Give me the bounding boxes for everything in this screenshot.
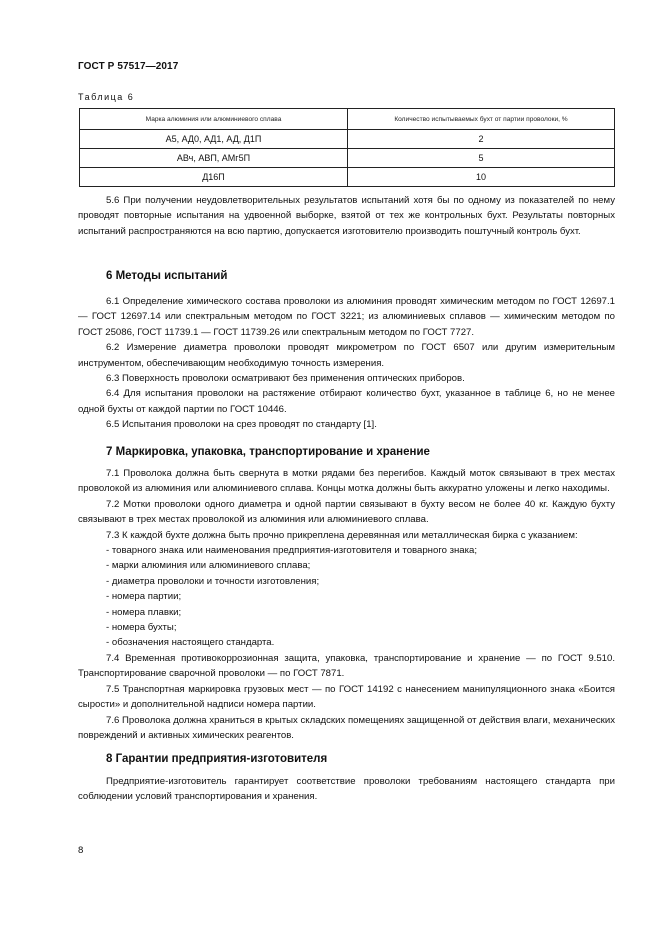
paragraph-block-5-6	[78, 193, 615, 239]
section-8-title: 8 Гарантии предприятия-изготовителя	[106, 753, 328, 765]
table-cell: Д16П	[80, 168, 348, 187]
page-number: 8	[78, 845, 84, 856]
section-6-body	[78, 294, 615, 433]
standard-header: ГОСТ Р 57517—2017	[78, 61, 179, 72]
table-cell: А5, АД0, АД1, АД, Д1П	[80, 130, 348, 149]
list-item: - обозначения настоящего стандарта.	[106, 637, 275, 649]
list-item: - диаметра проволоки и точности изготовления;	[106, 575, 320, 587]
paragraph-6-1: 6.1 Определение химического состава проволоки из алюминия проводят химическим методом по ГОСТ 12697.1 — ГОСТ 12697.14 или спектральным методом по ГОСТ 3221; из алюминиевых сплавов — химическим методом по ГОСТ 25086, ГОСТ 11739.1 — ГОСТ 11739.26 или спектральным методом по ГОСТ 7727.	[78, 296, 615, 338]
table-caption: Таблица 6	[78, 92, 135, 102]
paragraph-7-4: 7.4 Временная противокоррозионная защита, упаковка, транспортирование и хранение — по ГОСТ 9.510. Транспортирование сварочной проволоки — по ГОСТ 7871.	[78, 652, 615, 680]
paragraph-6-5: 6.5 Испытания проволоки на срез проводят по стандарту [1].	[106, 419, 377, 431]
column-header: Количество испытываемых бухт от партии проволоки, %	[348, 109, 615, 130]
table-cell: 2	[348, 130, 615, 149]
list-item: - номера партии;	[106, 591, 182, 603]
section-6-title: 6 Методы испытаний	[106, 270, 228, 282]
paragraph-7-2: 7.2 Мотки проволоки одного диаметра и одной партии связывают в бухту весом не более 40 кг. Каждую бухту связывают в трех местах проволокой из алюминия или алюминиевого сплава.	[78, 498, 615, 526]
paragraph-6-3: 6.3 Поверхность проволоки осматривают без применения оптических приборов.	[106, 373, 465, 385]
paragraph-5-6: 5.6 При получении неудовлетворительных результатов испытаний хотя бы по одному из показателей по нему проводят повторные испытания на удвоенной выборке, взятой от тех же контрольных бухт. Результаты повторных испытаний распространяются на всю партию, допускается изготовителю производить поштучный контроль бухт.	[78, 195, 615, 237]
table-6	[79, 108, 615, 187]
paragraph-7-6: 7.6 Проволока должна храниться в крытых складских помещениях защищенной от действия влаги, механических повреждений и активных химических реагентов.	[78, 714, 615, 741]
paragraph-7-3: 7.3 К каждой бухте должна быть прочно прикреплена деревянная или металлическая бирка с указанием:	[106, 529, 578, 541]
section-8-body	[78, 774, 615, 805]
paragraph-7-5: 7.5 Транспортная маркировка грузовых мест — по ГОСТ 14192 с нанесением манипуляционного знака «Боится сырости» и дополнительной надписи номера партии.	[78, 683, 615, 711]
paragraph-6-4: 6.4 Для испытания проволоки на растяжение отбирают количество бухт, указанное в таблице 6, но не менее одной бухты от каждой партии по ГОСТ 10446.	[78, 388, 615, 415]
list-item: - марки алюминия или алюминиевого сплава;	[106, 560, 311, 572]
paragraph-6-2: 6.2 Измерение диаметра проволоки проводят микрометром по ГОСТ 6507 или другим измерительным инструментом, обеспечивающим необходимую точность измерения.	[78, 342, 615, 369]
paragraph-7-1: 7.1 Проволока должна быть свернута в мотки рядами без перегибов. Каждый моток связывают в трех местах проволокой из алюминия или алюминиевого сплава. Концы мотка должны быть аккуратно уложены и легко находимы.	[78, 468, 615, 495]
column-header: Марка алюминия или алюминиевого сплава	[80, 109, 348, 130]
table-row	[80, 130, 615, 149]
table-row	[80, 168, 615, 187]
paragraph-8: Предприятие-изготовитель гарантирует соответствие проволоки требованиям настоящего стандарта при соблюдении условий транспортирования и хранения.	[78, 776, 615, 803]
list-item: - товарного знака или наименования предприятия-изготовителя и товарного знака;	[106, 545, 478, 557]
table-row	[80, 149, 615, 168]
section-7-title: 7 Маркировка, упаковка, транспортирование и хранение	[106, 446, 430, 458]
table-cell: АВч, АВП, АМг5П	[80, 149, 348, 168]
table-cell: 5	[348, 149, 615, 168]
section-7-body	[78, 466, 615, 743]
list-item: - номера плавки;	[106, 606, 182, 618]
table-header-row	[80, 109, 615, 130]
table-cell: 10	[348, 168, 615, 187]
list-item: - номера бухты;	[106, 622, 177, 634]
